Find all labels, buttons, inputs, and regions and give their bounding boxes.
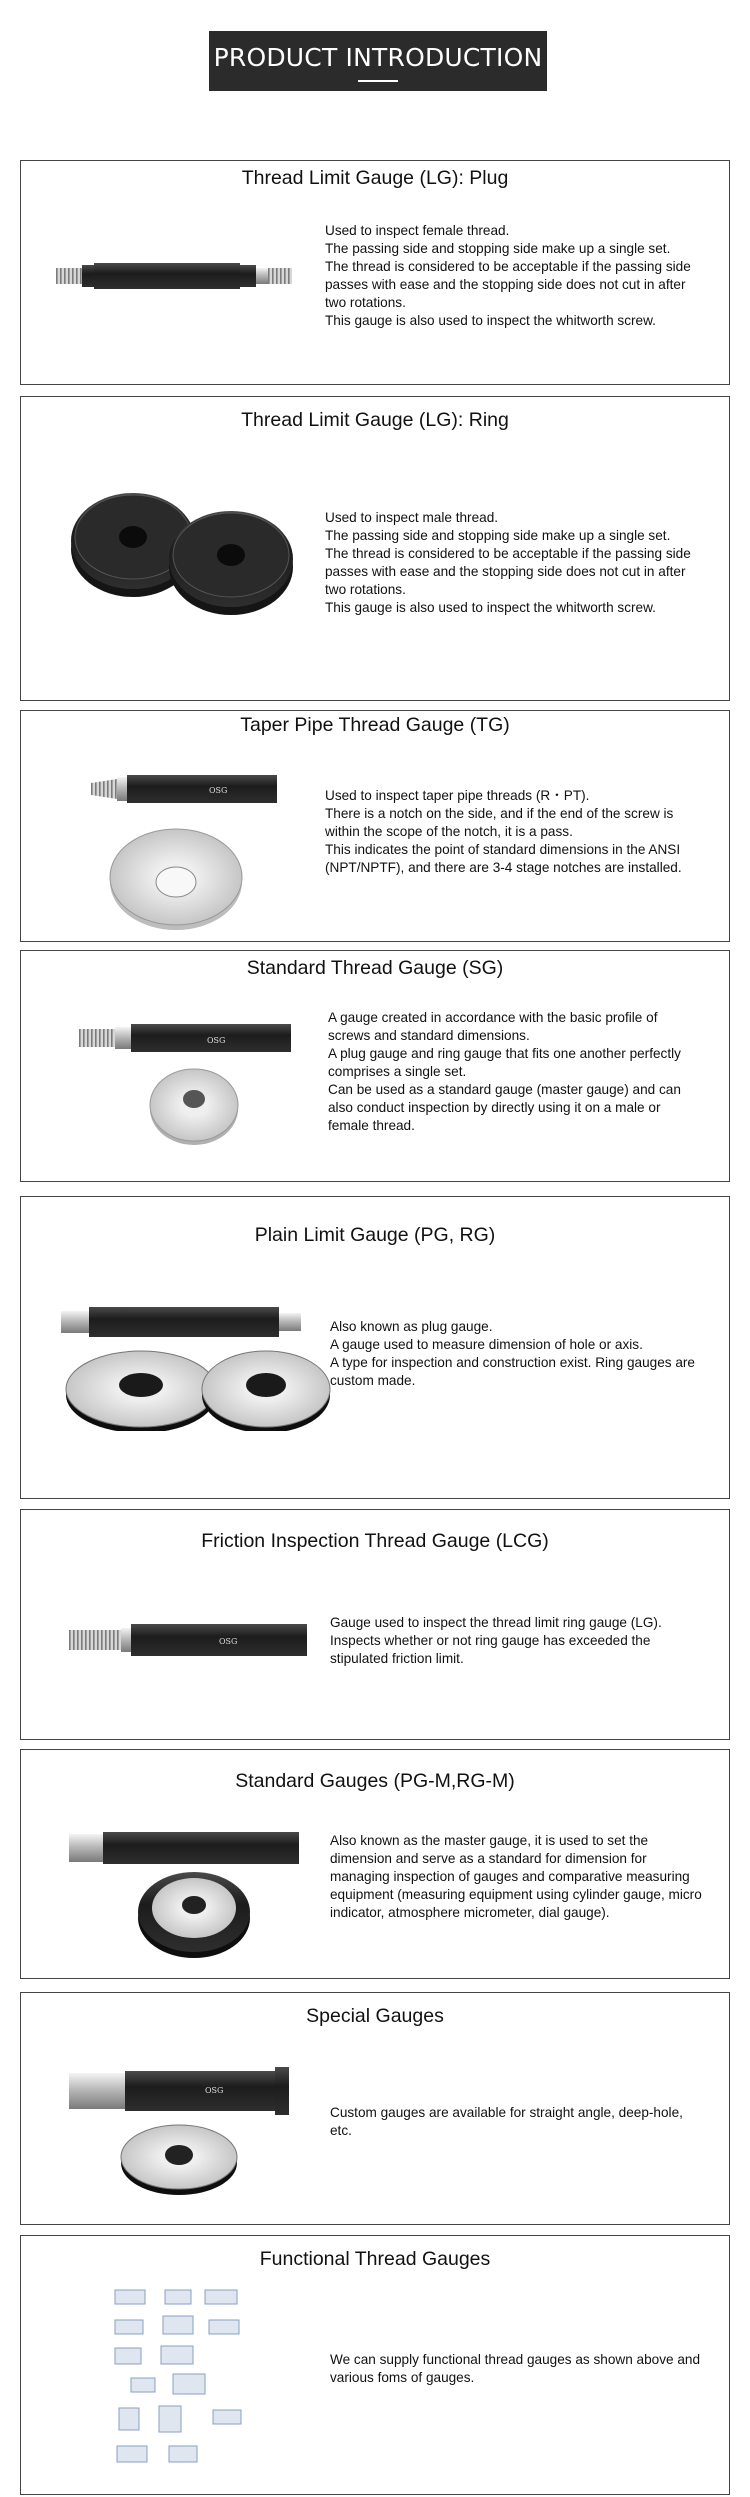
- product-card-lcg: [20, 1509, 730, 1740]
- banner-title: PRODUCT INTRODUCTION: [213, 43, 543, 72]
- product-title: Standard Thread Gauge (SG): [246, 957, 504, 979]
- product-title: Functional Thread Gauges: [259, 2248, 491, 2270]
- product-description: [330, 1614, 705, 1668]
- desc-line: A type for inspection and construction exist. Ring gauges are custom made.: [330, 1355, 695, 1388]
- desc-line: Can be used as a standard gauge (master gauge) and can also conduct inspection by directly using it on a male or female thread.: [328, 1082, 681, 1133]
- product-title: Friction Inspection Thread Gauge (LCG): [201, 1530, 549, 1552]
- plug-gauge-image: [56, 256, 296, 296]
- desc-line: There is a notch on the side, and if the end of the screw is within the scope of the notch, it is a pass.: [325, 806, 674, 839]
- taper-gauge-image: [91, 767, 311, 932]
- banner-underline: [358, 80, 398, 82]
- desc-line: Used to inspect taper pipe threads (R・PT).: [325, 788, 590, 803]
- desc-line: Also known as the master gauge, it is used to set the dimension and serve as a standard for dimension for managing inspection of gauges and comparative measuring equipment (measuring equipment using cylinder gauge, micro indicator, atmosphere micrometer, dial gauge).: [330, 1833, 702, 1920]
- product-description: [325, 787, 700, 877]
- desc-line: Used to inspect male thread.: [325, 510, 499, 525]
- desc-line: Custom gauges are available for straight angle, deep-hole, etc.: [330, 2105, 683, 2138]
- desc-line: A gauge used to measure dimension of hole or axis.: [330, 1337, 643, 1352]
- desc-line: A plug gauge and ring gauge that fits one another perfectly comprises a single set.: [328, 1046, 681, 1079]
- special-gauge-image: [69, 2067, 319, 2197]
- product-title: Taper Pipe Thread Gauge (TG): [240, 714, 510, 736]
- product-card-lg-plug: [20, 160, 730, 385]
- plain-limit-gauge-image: [61, 1301, 331, 1431]
- product-card-pg-m-rg-m: [20, 1749, 730, 1979]
- product-card-sg: [20, 950, 730, 1182]
- brand-logo: OSG: [207, 1036, 226, 1045]
- product-title: Special Gauges: [306, 2005, 444, 2027]
- product-description: [330, 2351, 705, 2387]
- desc-line: A gauge created in accordance with the basic profile of screws and standard dimensions.: [328, 1010, 658, 1043]
- desc-line: This indicates the point of standard dimensions in the ANSI (NPT/NPTF), and there are 3-4 stage notches are installed.: [325, 842, 682, 875]
- desc-line: Used to inspect female thread.: [325, 223, 510, 238]
- product-description: [325, 509, 700, 617]
- product-card-tg: [20, 710, 730, 942]
- product-title: Thread Limit Gauge (LG): Plug: [241, 167, 509, 189]
- product-title: Standard Gauges (PG-M,RG-M): [235, 1770, 515, 1792]
- desc-line: The thread is considered to be acceptable if the passing side passes with ease and the stopping side does not cut in after two rotations.: [325, 259, 691, 310]
- brand-logo: OSG: [219, 1637, 238, 1646]
- product-title: Thread Limit Gauge (LG): Ring: [241, 409, 509, 431]
- desc-line: This gauge is also used to inspect the whitworth screw.: [325, 600, 656, 615]
- product-description: [328, 1009, 703, 1135]
- product-description: [325, 222, 700, 330]
- desc-line: We can supply functional thread gauges as shown above and various foms of gauges.: [330, 2352, 701, 2385]
- desc-line: The thread is considered to be acceptable if the passing side passes with ease and the stopping side does not cut in after two rotations.: [325, 546, 691, 597]
- product-title: Plain Limit Gauge (PG, RG): [254, 1224, 496, 1246]
- standard-thread-gauge-image: [79, 1019, 319, 1149]
- desc-line: The passing side and stopping side make up a single set.: [325, 528, 671, 543]
- product-card-pg-rg: [20, 1196, 730, 1499]
- brand-logo: OSG: [209, 786, 228, 795]
- section-banner: [209, 31, 547, 91]
- desc-line: Inspects whether or not ring gauge has exceeded the stipulated friction limit.: [330, 1633, 651, 1666]
- product-card-special: [20, 1992, 730, 2225]
- desc-line: This gauge is also used to inspect the whitworth screw.: [325, 313, 656, 328]
- brand-logo: OSG: [205, 2086, 224, 2095]
- desc-line: The passing side and stopping side make up a single set.: [325, 241, 671, 256]
- product-card-functional: [20, 2235, 730, 2495]
- desc-line: Also known as plug gauge.: [330, 1319, 493, 1334]
- master-gauge-image: [69, 1830, 319, 1960]
- product-description: [330, 1318, 705, 1390]
- product-card-lg-ring: [20, 396, 730, 701]
- product-description: [330, 2104, 705, 2140]
- ring-gauge-image: [71, 487, 321, 617]
- desc-line: Gauge used to inspect the thread limit ring gauge (LG).: [330, 1615, 662, 1630]
- product-description: [330, 1832, 705, 1922]
- friction-gauge-image: [69, 1620, 319, 1660]
- functional-gauges-diagram: [113, 2286, 278, 2476]
